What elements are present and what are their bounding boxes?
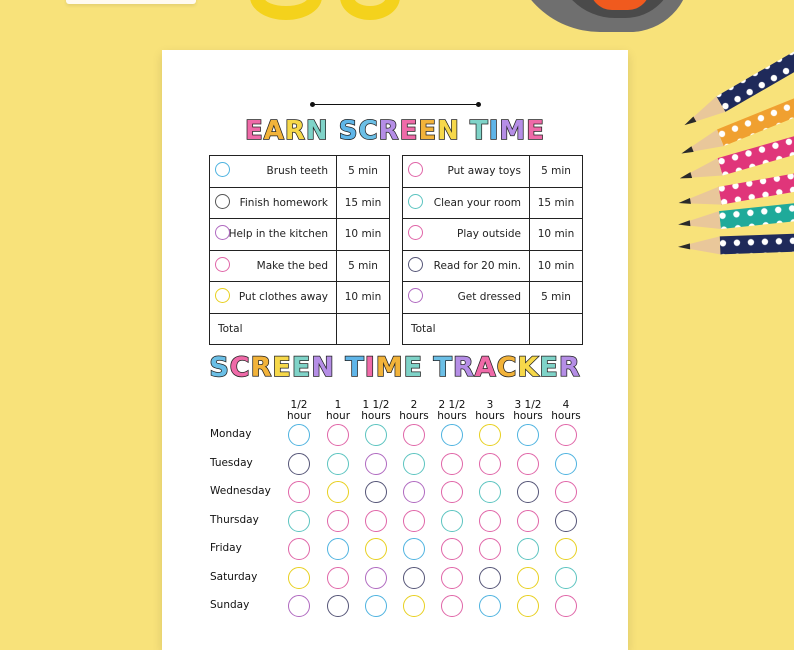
duration-value: 4 bbox=[562, 399, 570, 411]
tracker-circle-icon[interactable] bbox=[555, 595, 577, 617]
chore-row bbox=[403, 219, 583, 251]
earn-screen-time-title: EARN SCREEN TIME bbox=[244, 116, 546, 146]
chore-task bbox=[210, 156, 337, 188]
tracker-circle-icon[interactable] bbox=[403, 453, 425, 475]
tracker-circle-icon[interactable] bbox=[327, 453, 349, 475]
duration-value: 1/2 bbox=[290, 399, 308, 411]
tracker-circle-icon[interactable] bbox=[327, 595, 349, 617]
checkbox-circle-icon[interactable] bbox=[215, 162, 230, 177]
chore-row bbox=[403, 187, 583, 219]
chore-task bbox=[403, 187, 530, 219]
tracker-circle-icon[interactable] bbox=[441, 453, 463, 475]
chore-minutes: 15 min bbox=[530, 187, 583, 219]
tracker-circle-icon[interactable] bbox=[517, 538, 539, 560]
checkbox-circle-icon[interactable] bbox=[215, 194, 230, 209]
total-label: Total bbox=[210, 313, 337, 345]
tracker-circle-icon[interactable] bbox=[441, 595, 463, 617]
chore-label: Clean your room bbox=[433, 196, 521, 209]
tracker-circle-icon[interactable] bbox=[365, 424, 387, 446]
duration-header bbox=[318, 400, 358, 422]
chore-task bbox=[403, 250, 530, 282]
tracker-circle-icon[interactable] bbox=[441, 424, 463, 446]
tracker-circle-icon[interactable] bbox=[288, 481, 310, 503]
tracker-circle-icon[interactable] bbox=[327, 567, 349, 589]
total-row bbox=[403, 313, 583, 345]
tracker-circle-icon[interactable] bbox=[555, 481, 577, 503]
paper-stack-prop bbox=[66, 0, 196, 4]
duration-header bbox=[356, 400, 396, 422]
chore-row bbox=[403, 282, 583, 314]
day-label: Tuesday bbox=[210, 456, 253, 469]
tracker-circle-icon[interactable] bbox=[479, 538, 501, 560]
printable-sheet bbox=[162, 50, 628, 650]
tracker-circle-icon[interactable] bbox=[479, 567, 501, 589]
tracker-circle-icon[interactable] bbox=[327, 481, 349, 503]
chore-row bbox=[210, 282, 390, 314]
scissors-handle-left bbox=[250, 0, 322, 20]
tracker-circle-icon[interactable] bbox=[555, 538, 577, 560]
duration-header bbox=[432, 400, 472, 422]
duration-unit: hour bbox=[325, 410, 351, 422]
tracker-circle-icon[interactable] bbox=[555, 424, 577, 446]
duration-unit: hours bbox=[361, 410, 391, 422]
chore-minutes: 5 min bbox=[337, 156, 390, 188]
pencil-6 bbox=[678, 233, 794, 256]
name-line bbox=[312, 104, 479, 105]
chore-minutes: 10 min bbox=[337, 282, 390, 314]
tracker-circle-icon[interactable] bbox=[403, 567, 425, 589]
checkbox-circle-icon[interactable] bbox=[215, 225, 230, 240]
duration-value: 2 1/2 bbox=[438, 399, 466, 411]
tracker-circle-icon[interactable] bbox=[288, 453, 310, 475]
chore-row bbox=[210, 250, 390, 282]
chore-label: Make the bed bbox=[256, 259, 328, 272]
checkbox-circle-icon[interactable] bbox=[408, 257, 423, 272]
tracker-circle-icon[interactable] bbox=[288, 595, 310, 617]
tracker-circle-icon[interactable] bbox=[479, 510, 501, 532]
tracker-circle-icon[interactable] bbox=[403, 424, 425, 446]
chore-minutes: 10 min bbox=[530, 219, 583, 251]
chore-task bbox=[403, 156, 530, 188]
total-value-field[interactable] bbox=[530, 313, 583, 345]
chore-row bbox=[210, 156, 390, 188]
day-label: Wednesday bbox=[210, 485, 271, 497]
tracker-circle-icon[interactable] bbox=[479, 424, 501, 446]
duration-unit: hours bbox=[437, 410, 467, 422]
chore-row bbox=[403, 250, 583, 282]
duration-header bbox=[546, 400, 586, 422]
tracker-circle-icon[interactable] bbox=[555, 453, 577, 475]
duration-header bbox=[470, 400, 510, 422]
duration-unit: hours bbox=[399, 410, 429, 422]
chore-label: Put away toys bbox=[447, 165, 521, 178]
tracker-circle-icon[interactable] bbox=[288, 567, 310, 589]
tracker-circle-icon[interactable] bbox=[517, 595, 539, 617]
chore-label: Play outside bbox=[457, 228, 521, 241]
day-label: Thursday bbox=[210, 513, 259, 526]
pencil-5 bbox=[677, 200, 794, 234]
chore-minutes: 5 min bbox=[337, 250, 390, 282]
tracker-circle-icon[interactable] bbox=[403, 595, 425, 617]
duration-value: 3 bbox=[486, 399, 494, 411]
duration-unit: hours bbox=[513, 410, 543, 422]
duration-unit: hours bbox=[475, 410, 505, 422]
tracker-circle-icon[interactable] bbox=[327, 510, 349, 532]
tracker-circle-icon[interactable] bbox=[517, 424, 539, 446]
tracker-circle-icon[interactable] bbox=[517, 453, 539, 475]
duration-value: 2 bbox=[410, 399, 418, 411]
tracker-circle-icon[interactable] bbox=[441, 510, 463, 532]
chore-label: Read for 20 min. bbox=[433, 259, 521, 272]
chore-task bbox=[403, 282, 530, 314]
chore-label: Brush teeth bbox=[266, 165, 328, 178]
tracker-circle-icon[interactable] bbox=[365, 481, 387, 503]
chore-label: Help in the kitchen bbox=[228, 228, 328, 241]
chore-row bbox=[210, 219, 390, 251]
chore-minutes: 5 min bbox=[530, 156, 583, 188]
tracker-circle-icon[interactable] bbox=[365, 567, 387, 589]
tracker-circle-icon[interactable] bbox=[441, 538, 463, 560]
chore-task bbox=[403, 219, 530, 251]
tracker-circle-icon[interactable] bbox=[555, 510, 577, 532]
checkbox-circle-icon[interactable] bbox=[408, 225, 423, 240]
tracker-circle-icon[interactable] bbox=[479, 481, 501, 503]
tracker-circle-icon[interactable] bbox=[288, 510, 310, 532]
chore-minutes: 15 min bbox=[337, 187, 390, 219]
tracker-circle-icon[interactable] bbox=[327, 424, 349, 446]
checkbox-circle-icon[interactable] bbox=[215, 257, 230, 272]
tracker-circle-icon[interactable] bbox=[327, 538, 349, 560]
chore-label: Finish homework bbox=[239, 196, 328, 209]
day-label: Saturday bbox=[210, 570, 258, 583]
tracker-circle-icon[interactable] bbox=[441, 567, 463, 589]
duration-value: 3 1/2 bbox=[514, 399, 542, 411]
chore-task bbox=[210, 187, 337, 219]
chore-task bbox=[210, 219, 337, 251]
scissors-handle-right bbox=[340, 0, 400, 20]
checkbox-circle-icon[interactable] bbox=[408, 288, 423, 303]
total-row bbox=[210, 313, 390, 345]
screen-time-tracker-title: SCREEN TIME TRACKER bbox=[209, 352, 581, 383]
chore-task bbox=[210, 282, 337, 314]
duration-value: 1 bbox=[334, 399, 342, 411]
total-label: Total bbox=[403, 313, 530, 345]
earn-table-right bbox=[402, 155, 583, 345]
tracker-circle-icon[interactable] bbox=[479, 453, 501, 475]
tracker-circle-icon[interactable] bbox=[365, 538, 387, 560]
earn-table-left bbox=[209, 155, 390, 345]
checkbox-circle-icon[interactable] bbox=[408, 194, 423, 209]
day-label: Friday bbox=[210, 542, 242, 554]
tracker-circle-icon[interactable] bbox=[288, 424, 310, 446]
tracker-circle-icon[interactable] bbox=[517, 567, 539, 589]
tracker-circle-icon[interactable] bbox=[365, 510, 387, 532]
tracker-circle-icon[interactable] bbox=[403, 538, 425, 560]
duration-header bbox=[508, 400, 548, 422]
day-label: Sunday bbox=[210, 599, 250, 611]
tracker-circle-icon[interactable] bbox=[288, 538, 310, 560]
tracker-circle-icon[interactable] bbox=[365, 595, 387, 617]
chore-minutes: 10 min bbox=[530, 250, 583, 282]
duration-header bbox=[394, 400, 434, 422]
checkbox-circle-icon[interactable] bbox=[408, 162, 423, 177]
tracker-circle-icon[interactable] bbox=[479, 595, 501, 617]
checkbox-circle-icon[interactable] bbox=[215, 288, 230, 303]
duration-unit: hour bbox=[286, 410, 312, 422]
chore-minutes: 10 min bbox=[337, 219, 390, 251]
chore-task bbox=[210, 250, 337, 282]
tracker-circle-icon[interactable] bbox=[403, 510, 425, 532]
pencils-illustration bbox=[660, 40, 794, 260]
tracker-circle-icon[interactable] bbox=[441, 481, 463, 503]
chore-label: Put clothes away bbox=[238, 291, 328, 304]
chore-label: Get dressed bbox=[457, 291, 521, 304]
chore-row bbox=[210, 187, 390, 219]
tracker-circle-icon[interactable] bbox=[517, 510, 539, 532]
duration-header bbox=[279, 400, 319, 422]
day-label: Monday bbox=[210, 428, 252, 440]
chore-row bbox=[403, 156, 583, 188]
total-value-field[interactable] bbox=[337, 313, 390, 345]
chore-minutes: 5 min bbox=[530, 282, 583, 314]
tracker-circle-icon[interactable] bbox=[403, 481, 425, 503]
duration-unit: hours bbox=[551, 410, 581, 422]
tracker-circle-icon[interactable] bbox=[365, 453, 387, 475]
tracker-circle-icon[interactable] bbox=[517, 481, 539, 503]
duration-value: 1 1/2 bbox=[362, 399, 390, 411]
tracker-circle-icon[interactable] bbox=[555, 567, 577, 589]
